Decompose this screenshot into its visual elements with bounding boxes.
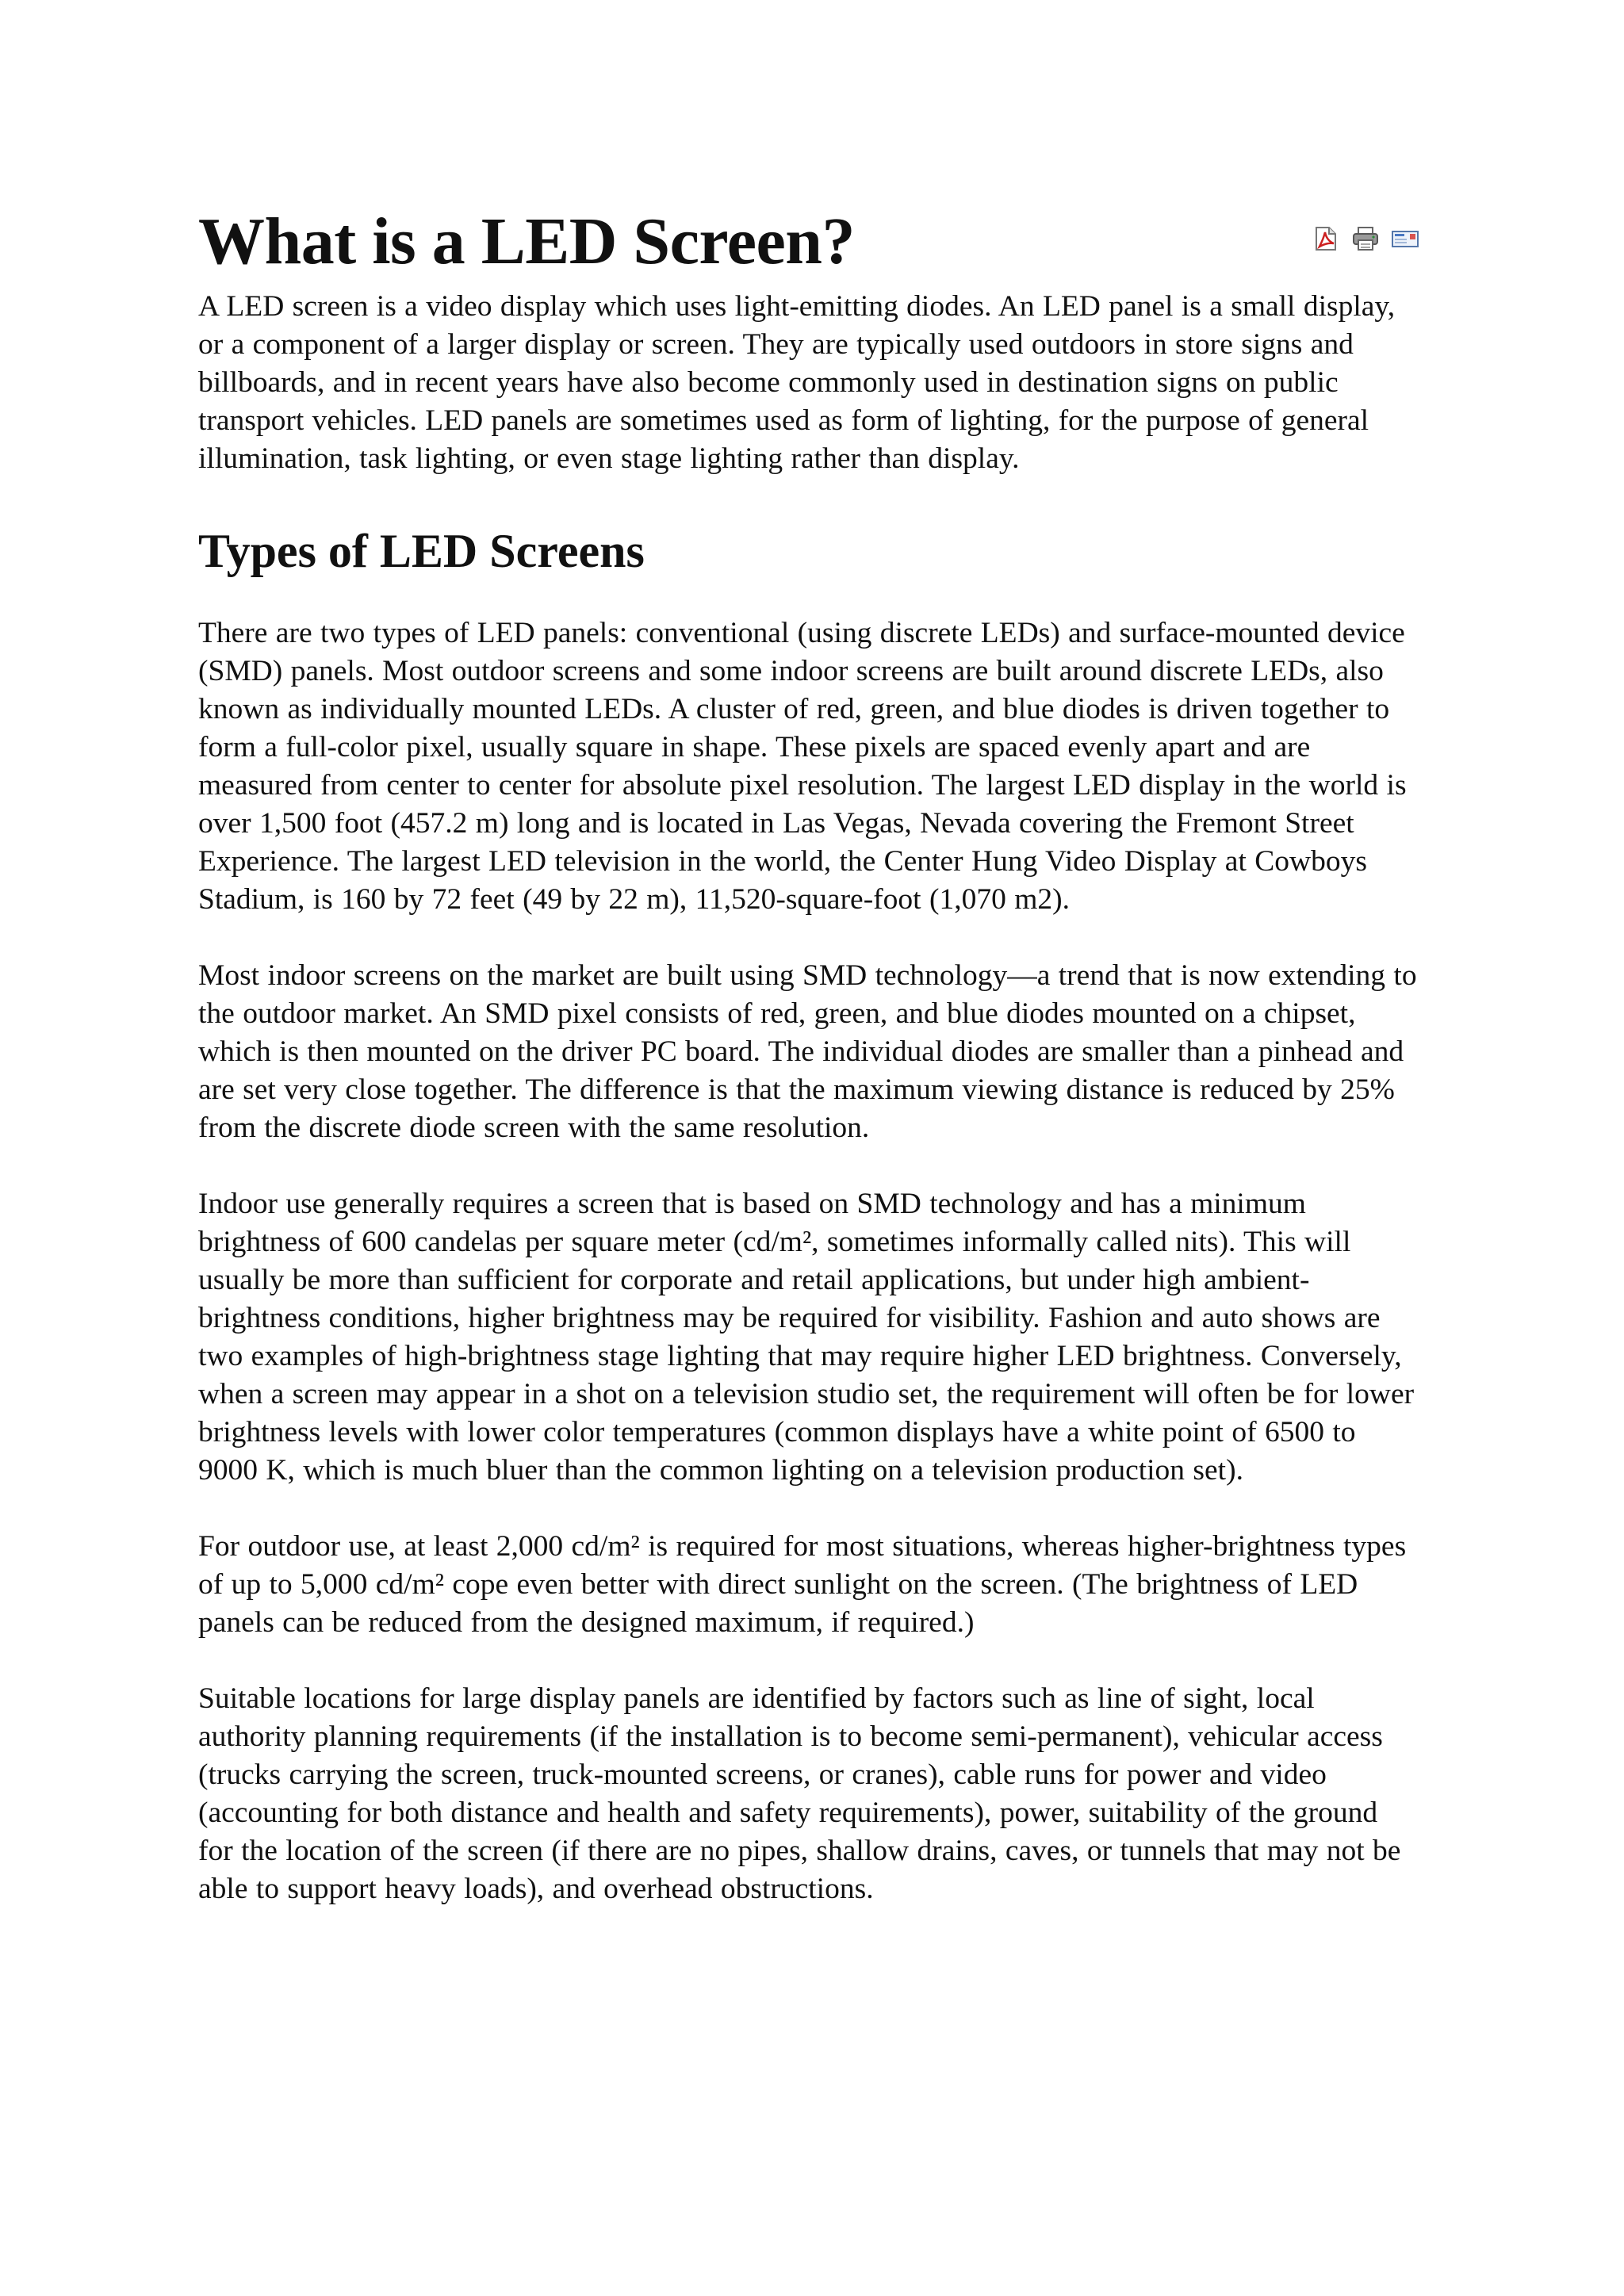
body-paragraph: For outdoor use, at least 2,000 cd/m² is required for most situations, whereas higher-brightness types of up to 5,000 cd/m² cope even better with direct sunlight on the screen. (The brightness of LED panels can be reduced from the designed maximum, if required.) bbox=[198, 1530, 1407, 1639]
article-toolbar bbox=[1312, 226, 1419, 251]
intro-paragraph: A LED screen is a video display which uses light-emitting diodes. An LED panel is a small display, or a component of a larger display or screen. They are typically used outdoors in store signs and billboards, and in recent years have also become commonly used in destination signs on public transport vehicles. LED panels are sometimes used as form of lighting, for the purpose of general illumination, task lighting, or even stage lighting rather than display. bbox=[198, 290, 1396, 475]
section-heading: Types of LED Screens bbox=[198, 525, 645, 577]
page-title: What is a LED Screen? bbox=[198, 205, 855, 278]
pdf-icon[interactable] bbox=[1312, 226, 1340, 251]
body-paragraph: Suitable locations for large display panels are identified by factors such as line of sight, local authority planning requirements (if the installation is to become semi-permanent), vehicular access (trucks carrying the screen, truck-mounted screens, or cranes), cable runs for power and video (accounting for both distance and health and safety requirements), power, suitability of the ground for the location of the screen (if there are no pipes, shallow drains, caves, or tunnels that may not be able to support heavy loads), and overhead obstructions. bbox=[198, 1682, 1401, 1905]
body-paragraph: There are two types of LED panels: conventional (using discrete LEDs) and surface-mounted device (SMD) panels. Most outdoor screens and some indoor screens are built around discrete LEDs, also known as individually mounted LEDs. A cluster of red, green, and blue diodes is driven together to form a full-color pixel, usually square in shape. These pixels are spaced evenly apart and are measured from center to center for absolute pixel resolution. The largest LED display in the world is over 1,500 foot (457.2 m) long and is located in Las Vegas, Nevada covering the Fremont Street Experience. The largest LED television in the world, the Center Hung Video Display at Cowboys Stadium, is 160 by 72 feet (49 by 22 m), 11,520-square-foot (1,070 m2). bbox=[198, 617, 1407, 916]
section-body bbox=[198, 614, 1419, 1908]
email-icon[interactable] bbox=[1391, 226, 1419, 251]
body-paragraph: Most indoor screens on the market are built using SMD technology—a trend that is now extending to the outdoor market. An SMD pixel consists of red, green, and blue diodes mounted on a chipset, which is then mounted on the driver PC board. The individual diodes are smaller than a pinhead and are set very close together. The difference is that the maximum viewing distance is reduced by 25% from the discrete diode screen with the same resolution. bbox=[198, 959, 1417, 1144]
article bbox=[198, 202, 1419, 1908]
body-paragraph: Indoor use generally requires a screen that is based on SMD technology and has a minimum brightness of 600 candelas per square meter (cd/m², sometimes informally called nits). This will usually be more than sufficient for corporate and retail applications, but under high ambient-brightness conditions, higher brightness may be required for visibility. Fashion and auto shows are two examples of high-brightness stage lighting that may require higher LED brightness. Conversely, when a screen may appear in a shot on a television studio set, the requirement will often be for lower brightness levels with lower color temperatures (common displays have a white point of 6500 to 9000 K, which is much bluer than the common lighting on a television production set). bbox=[198, 1188, 1415, 1487]
title-row bbox=[198, 202, 1419, 281]
print-icon[interactable] bbox=[1351, 226, 1380, 251]
